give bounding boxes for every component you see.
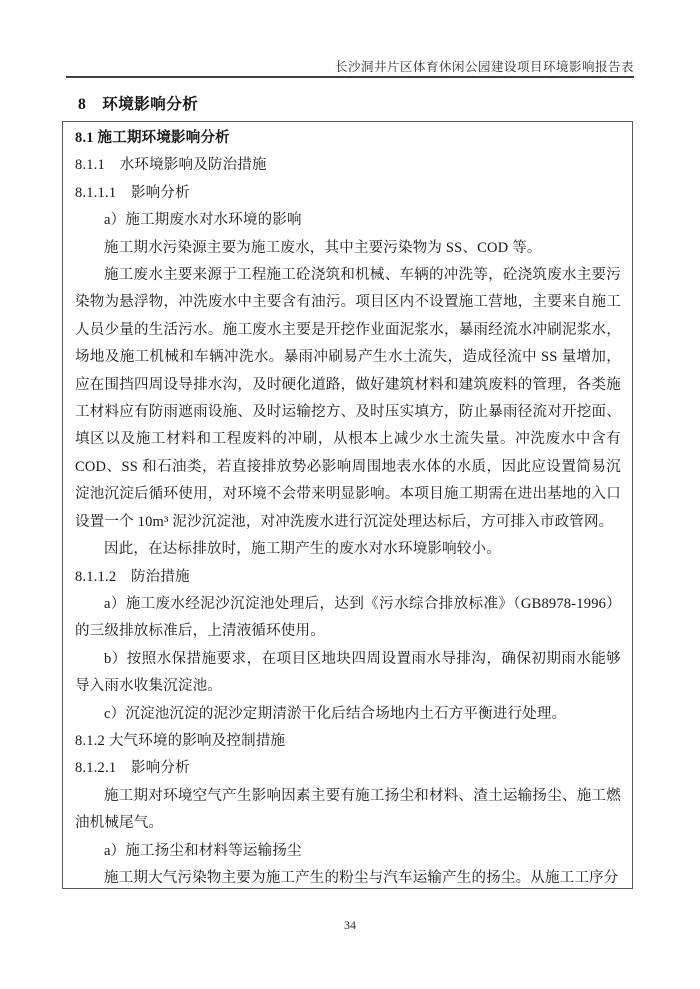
item-a-wastewater-impact: a）施工期废水对水环境的影响 [104,212,302,229]
header-rule [66,76,634,78]
para-air-impact-factors: 施工期对环境空气产生影响因素主要有施工扬尘和材料、渣土运输扬尘、施工燃油机械尾气。 [75,787,621,832]
item-a-sedimentation-standard: a）施工废水经泥沙沉淀池处理后，达到《污水综合排放标准》（GB8978-1996）的三级排放标准后，上清液循环使用。 [75,595,621,640]
page-number: 34 [344,918,356,932]
para-construction-wastewater-detail: 施工废水主要来源于工程施工砼浇筑和机械、车辆的冲洗等，砼浇筑废水主要污染物为悬浮物，冲洗废水中主要含有油污。项目区内不设置施工营地，主要来自施工人员少量的生活污水。施工废水主要是开挖作业面泥浆水，暴雨经流水冲刷泥浆水，场地及施工机械和车辆冲洗水。暴雨冲刷易产生水土流失，造成径流中 SS 量增加，应在围挡四周设导排水沟，及时硬化道路，做好建筑材料和建筑废料的管理，各类施工材料应有防雨遮雨设施、及时运输挖方、及时压实填方，防止暴雨径流对开挖面、填区以及施工材料和工程废料的冲刷，从根本上减少水土流失量。冲洗废水中含有 COD、SS 和石油类，若直接排放势必影响周围地表水体的水质，因此应设置简易沉淀池沉淀后循环使用，对环境不会带来明显影响。本项目施工期需在进出基地的入口设置一个 10m³ 泥沙沉淀池，对冲洗废水进行沉淀处理达标后，方可排入市政管网。 [75,267,621,530]
item-b-rainwater-ditch: b）按照水保措施要求，在项目区地块四周设置雨水导排沟，确保初期雨水能够导入雨水收集沉淀池。 [75,650,621,695]
heading-8-1-1: 8.1.1 水环境影响及防治措施 [75,157,267,174]
section-8-heading: 8 环境影响分析 [78,96,199,113]
heading-8-1-2-1: 8.1.2.1 影响分析 [75,760,190,777]
para-water-pollution-source: 施工期水污染源主要为施工废水，其中主要污染物为 SS、COD 等。 [104,239,542,256]
content-box [62,121,633,889]
report-header-title: 长沙洞井片区体育休闲公园建设项目环境影响报告表 [334,60,634,74]
item-c-sludge-treatment: c）沉淀池沉淀的泥沙定期清淤干化后结合场地内土石方平衡进行处理。 [104,705,567,722]
heading-8-1-1-2: 8.1.1.2 防治措施 [75,568,190,585]
heading-8-1-2: 8.1.2 大气环境的影响及控制措施 [75,732,286,749]
heading-8-1-1-1: 8.1.1.1 影响分析 [75,184,190,201]
para-conclusion-water: 因此，在达标排放时，施工期产生的废水对水环境影响较小。 [104,541,501,558]
item-a-construction-dust: a）施工扬尘和材料等运输扬尘 [104,842,302,859]
para-air-pollutants: 施工期大气污染物主要为施工产生的粉尘与汽车运输产生的扬尘。从施工工序分 [104,869,619,886]
heading-8-1: 8.1 施工期环境影响分析 [75,130,230,146]
